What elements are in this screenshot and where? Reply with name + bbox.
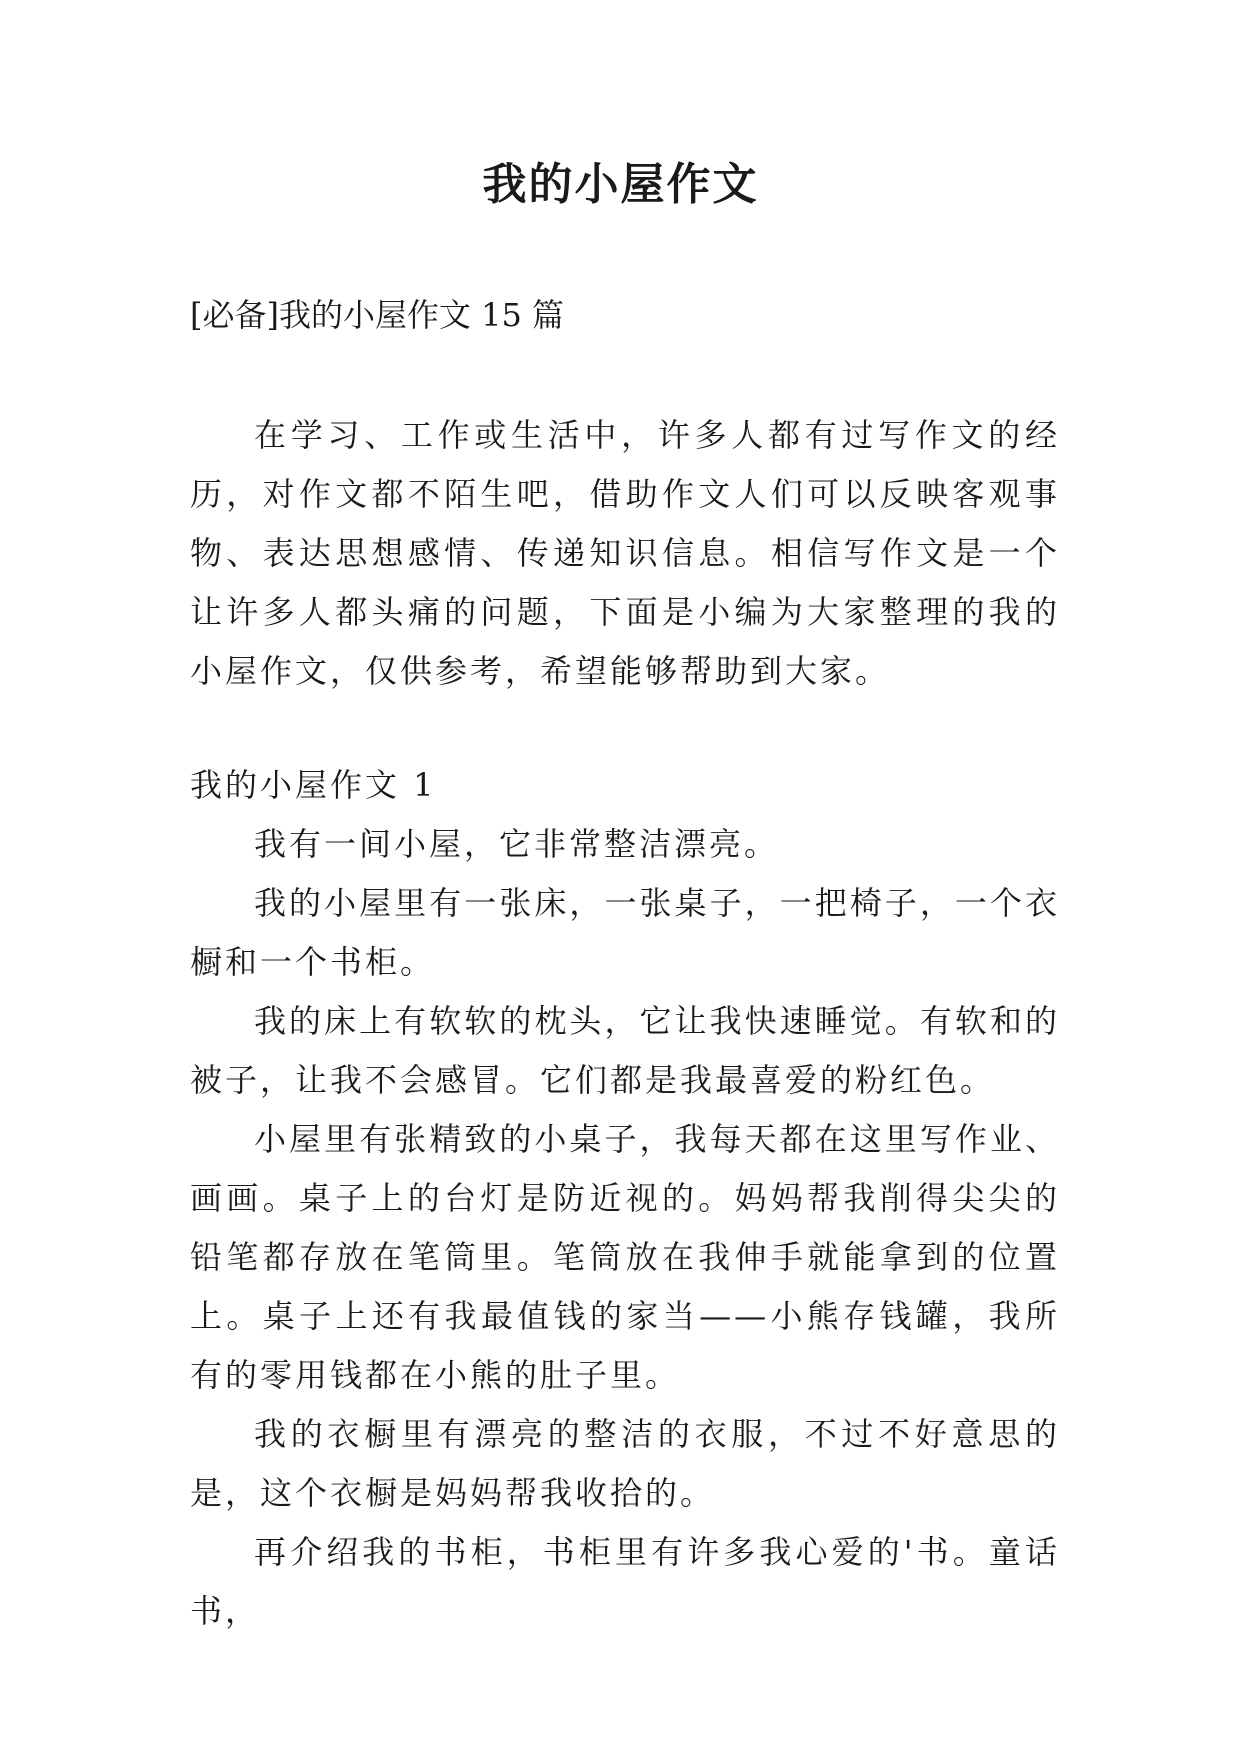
essay-section-1 (190, 756, 1060, 1641)
paragraph-6: 再介绍我的书柜，书柜里有许多我心爱的'书。童话书， (190, 1533, 1060, 1630)
paragraph-2: 我的小屋里有一张床，一张桌子，一把椅子，一个衣橱和一个书柜。 (190, 884, 1060, 981)
intro-paragraph: 在学习、工作或生活中，许多人都有过写作文的经历，对作文都不陌生吧，借助作文人们可以反映客观事物、表达思想感情、传递知识信息。相信写作文是一个让许多人都头痛的问题，下面是小编为大家整理的我的小屋作文，仅供参考，希望能够帮助到大家。 (190, 416, 1060, 690)
section-heading: 我的小屋作文 1 (190, 766, 437, 804)
document-subtitle: [必备]我的小屋作文 15 篇 (190, 296, 565, 334)
document-title: 我的小屋作文 (482, 159, 759, 210)
intro-block (190, 406, 1060, 701)
paragraph-3: 我的床上有软软的枕头，它让我快速睡觉。有软和的被子，让我不会感冒。它们都是我最喜爱的粉红色。 (190, 1002, 1060, 1099)
paragraph-4: 小屋里有张精致的小桌子，我每天都在这里写作业、画画。桌子上的台灯是防近视的。妈妈帮我削得尖尖的铅笔都存放在笔筒里。笔筒放在我伸手就能拿到的位置上。桌子上还有我最值钱的家当——小熊存钱罐，我所有的零用钱都在小熊的肚子里。 (190, 1120, 1060, 1394)
paragraph-5: 我的衣橱里有漂亮的整洁的衣服，不过不好意思的是，这个衣橱是妈妈帮我收拾的。 (190, 1415, 1060, 1512)
paragraph-1: 我有一间小屋，它非常整洁漂亮。 (254, 825, 780, 863)
